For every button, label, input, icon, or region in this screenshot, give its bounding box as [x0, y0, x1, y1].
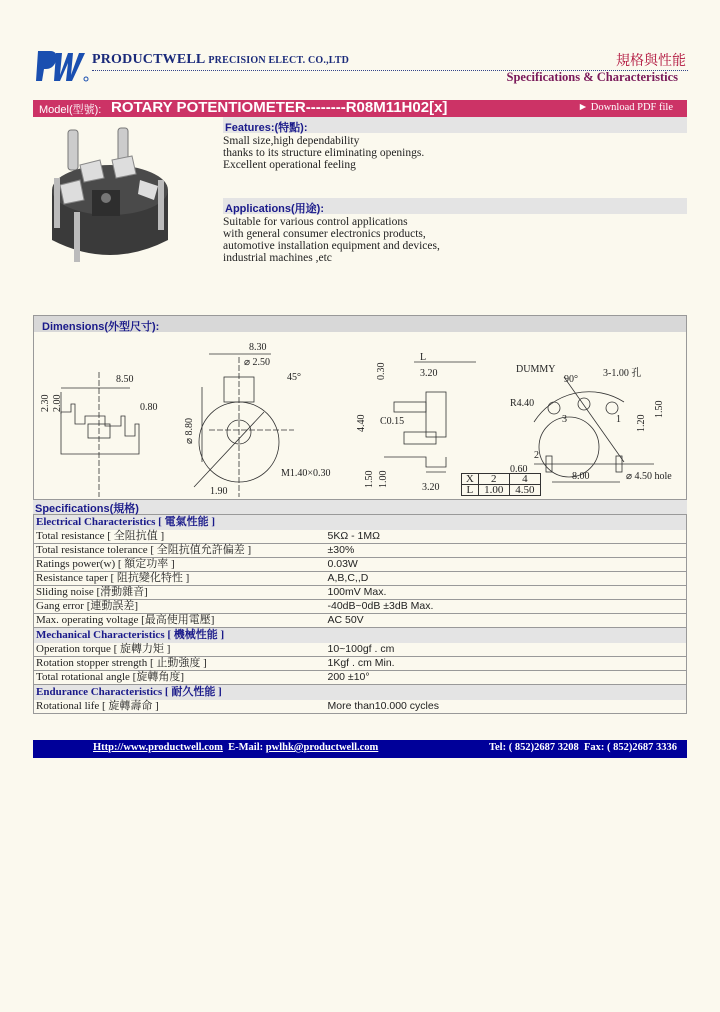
tel-text: Tel: ( 852)2687 3208 [488, 742, 579, 753]
feature-line: Small size,high dependability [223, 135, 360, 147]
spec-row [34, 614, 687, 628]
dim-label: C0.15 [380, 416, 405, 427]
spec-row [34, 700, 687, 714]
cn-title: 規格與性能 [616, 54, 686, 69]
specifications-section [33, 500, 687, 714]
dim-label: 1.50 [364, 470, 375, 488]
dim-label: 2.00 [52, 394, 63, 412]
spec-row [34, 671, 687, 685]
spec-value: More than10.000 cycles [328, 700, 687, 714]
dim-label: DUMMY [516, 364, 556, 375]
spec-value: 5KΩ - 1MΩ [328, 530, 687, 544]
dim-label: 0.80 [140, 402, 158, 413]
dim-label: 0.30 [376, 362, 387, 380]
spec-name: Total resistance [ 全阻抗值 ] [34, 530, 328, 544]
features-title: Features:(特點): [223, 117, 687, 133]
company-logo [36, 49, 90, 83]
application-line: industrial machines ,etc [223, 252, 332, 264]
dim-label: 8.30 [249, 342, 267, 353]
dim-label: 3.20 [420, 368, 438, 379]
spec-row [34, 643, 687, 657]
company-name [92, 52, 349, 68]
dim-label: 3.20 [422, 482, 440, 493]
spec-category-title: Electrical Characteristics [ 電氣性能 ] [34, 515, 687, 530]
dim-label: 90° [564, 374, 578, 385]
spec-table [33, 514, 687, 714]
spec-value: 100mV Max. [328, 586, 687, 600]
dim-label: R4.40 [510, 398, 535, 409]
xl-cell: 4.50 [509, 485, 540, 496]
dim-label: 1.00 [378, 470, 389, 488]
dim-label: ⌀ 4.50 hole [626, 471, 672, 482]
download-pdf-link[interactable]: ► Download PDF file [577, 102, 673, 113]
dim-label: 8.00 [572, 471, 590, 482]
pin-label: 3 [562, 414, 567, 425]
footer [33, 740, 687, 758]
spec-row [34, 558, 687, 572]
spec-category-title: Endurance Characteristics [ 耐久性能 ] [34, 685, 687, 700]
dim-label: 1.50 [654, 400, 665, 418]
spec-category [34, 515, 687, 530]
spec-name: Rotation stopper strength [ 止動強度 ] [34, 657, 328, 671]
spec-row [34, 600, 687, 614]
xl-cell: X [462, 474, 479, 485]
spec-value: 0.03W [328, 558, 687, 572]
page-subtitle: Specifications & Characteristics [506, 70, 678, 84]
application-line: automotive installation equipment and devices, [223, 240, 440, 252]
spec-category [34, 628, 687, 643]
spec-value: A,B,C,,D [328, 572, 687, 586]
spec-value: 10~100gf . cm [328, 643, 687, 657]
spec-name: Rotational life [ 旋轉壽命 ] [34, 700, 328, 714]
applications-section [223, 198, 687, 264]
features-section [223, 117, 687, 171]
dim-label: 1.20 [636, 414, 647, 432]
spec-name: Sliding noise [滑動雜音] [34, 586, 328, 600]
spec-value: ±30% [328, 544, 687, 558]
dim-label: 3-1.00 孔 [603, 368, 642, 379]
dim-label: ⌀ 8.80 [184, 417, 195, 444]
dim-label: L [420, 352, 427, 363]
dimensions-title: Dimensions(外型尺寸): [34, 316, 686, 332]
pin-label: 1 [616, 414, 621, 425]
email-label: E-Mail: [228, 742, 264, 753]
application-line: Suitable for various control applications [223, 216, 408, 228]
xl-table [461, 473, 541, 496]
spec-row [34, 572, 687, 586]
dim-label: 45° [287, 372, 301, 383]
dim-label: ⌀ 2.50 [244, 357, 271, 368]
dim-label: 2.30 [40, 394, 51, 412]
website-link[interactable]: Http://www.productwell.com [93, 742, 223, 753]
spec-row [34, 530, 687, 544]
spec-row [34, 544, 687, 558]
company-suffix: PRECISION ELECT. CO.,LTD [208, 55, 350, 66]
dim-label: 1.90 [210, 486, 228, 497]
spec-category [34, 685, 687, 700]
spec-name: Resistance taper [ 阻抗變化特性 ] [34, 572, 328, 586]
dim-label: 4.40 [356, 414, 367, 432]
xl-cell: L [462, 485, 479, 496]
dim-label: M1.40×0.30 [281, 468, 331, 479]
spec-row [34, 657, 687, 671]
model-label: Model(型號): [39, 104, 102, 116]
feature-line: Excellent operational feeling [223, 159, 356, 171]
dimension-drawing [34, 332, 686, 500]
applications-title: Applications(用途): [223, 198, 687, 214]
model-bar [33, 100, 687, 117]
spec-name: Total resistance tolerance [ 全阻抗值允許偏差 ] [34, 544, 328, 558]
dim-label: 8.50 [116, 374, 134, 385]
email-link[interactable]: pwlhk@productwell.com [265, 742, 379, 753]
spec-name: Total rotational angle [旋轉角度] [34, 671, 328, 685]
spec-value: AC 50V [328, 614, 687, 628]
spec-value: -40dB~0dB ±3dB Max. [328, 600, 687, 614]
spec-row [34, 586, 687, 600]
dimensions-section [33, 315, 687, 500]
feature-line: thanks to its structure eliminating openings. [223, 147, 425, 159]
spec-name: Operation torque [ 旋轉力矩 ] [34, 643, 328, 657]
spec-value: 1Kgf . cm Min. [328, 657, 687, 671]
fax-text: Fax: ( 852)2687 3336 [583, 742, 677, 753]
application-line: with general consumer electronics products, [223, 228, 426, 240]
spec-name: Ratings power(w) [ 額定功率 ] [34, 558, 328, 572]
spec-name: Gang error [連動誤差] [34, 600, 328, 614]
product-image [40, 120, 180, 270]
spec-name: Max. operating voltage [最高使用電壓] [34, 614, 328, 628]
dim-label: 0.60 [510, 464, 528, 475]
specifications-title: Specifications(規格) [33, 500, 687, 514]
model-name: ROTARY POTENTIOMETER--------R08M11H02[x] [111, 99, 448, 116]
spec-category-title: Mechanical Characteristics [ 機械性能 ] [34, 628, 687, 643]
xl-cell: 2 [478, 474, 509, 485]
xl-cell: 4 [509, 474, 540, 485]
company-brand: PRODUCTWELL [92, 52, 205, 67]
pin-label: 2 [534, 450, 539, 461]
spec-value: 200 ±10° [328, 671, 687, 685]
xl-cell: 1.00 [478, 485, 509, 496]
